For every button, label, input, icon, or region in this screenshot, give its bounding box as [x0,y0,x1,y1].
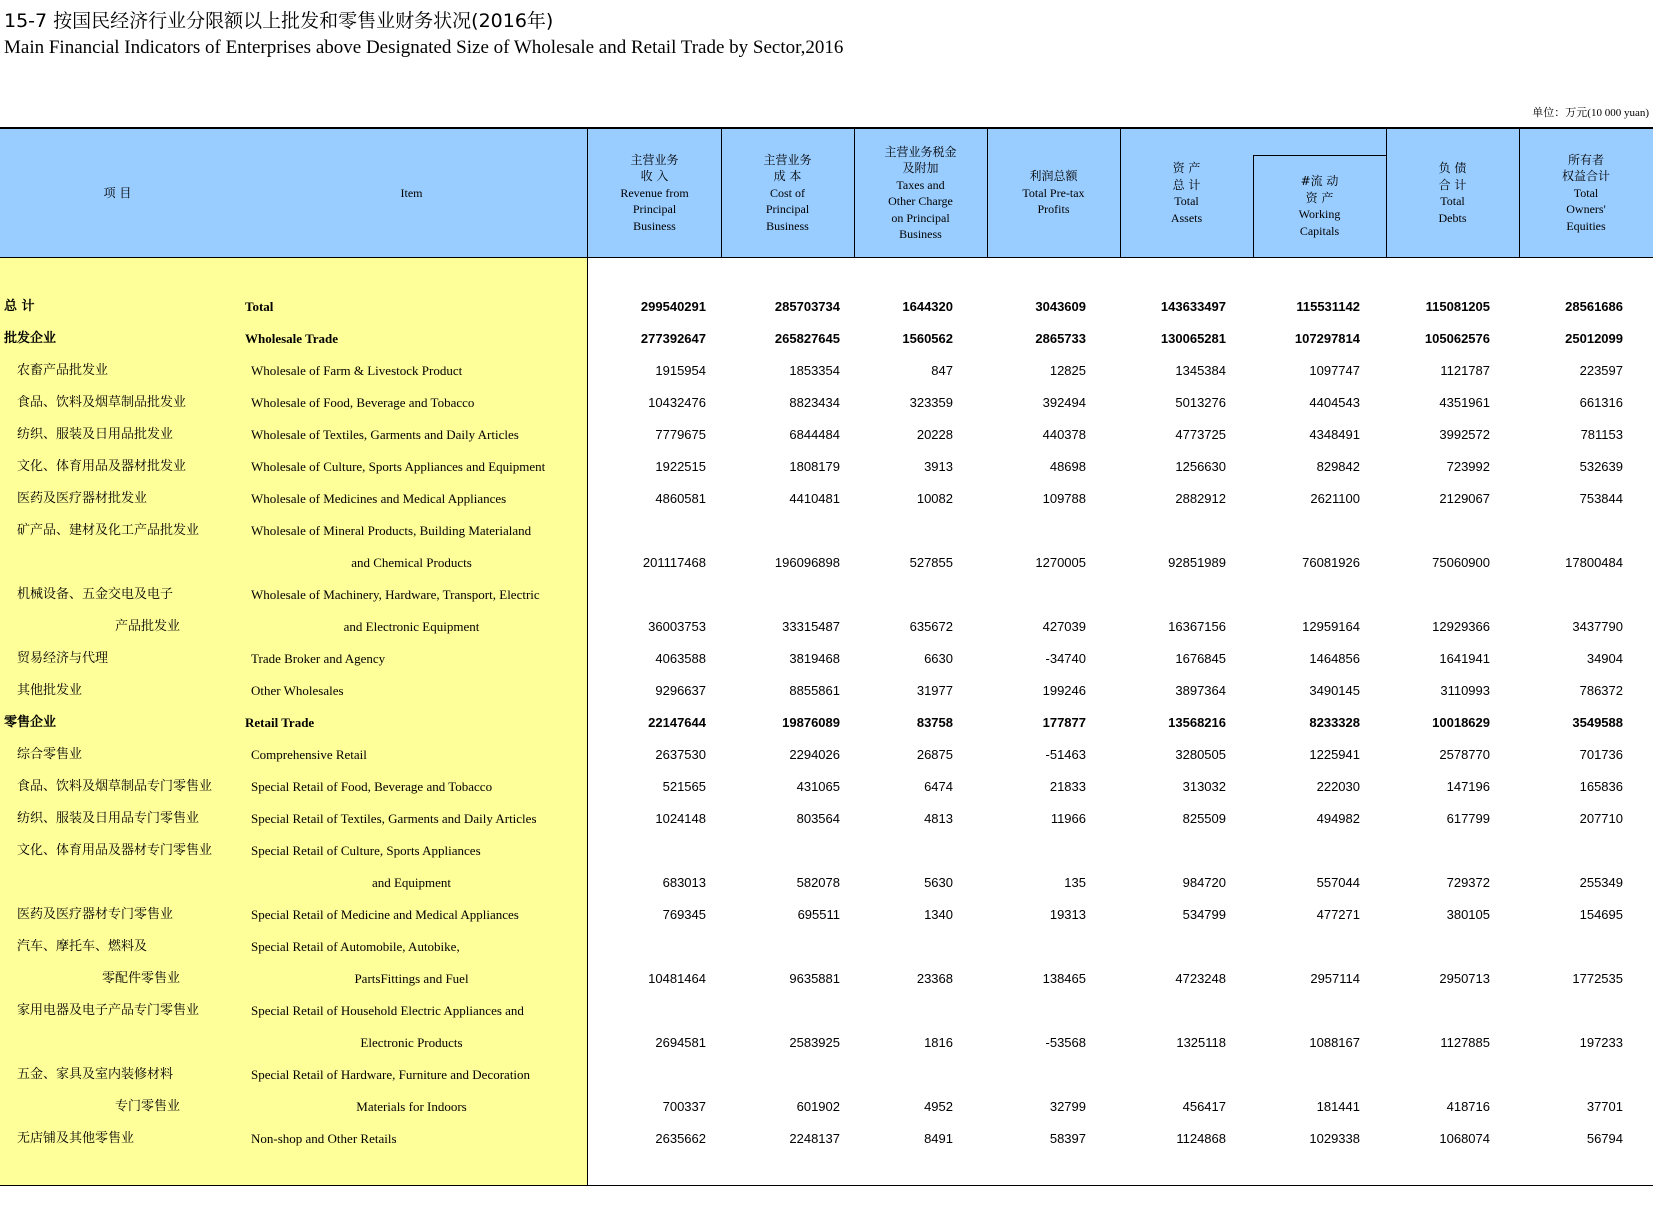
cell-value: 8233328 [1309,715,1360,730]
row-label-en: and Equipment [371,875,452,890]
row-label-en: Special Retail of Medicine and Medical Appliances [251,907,519,922]
cell-value: 3992572 [1439,427,1490,442]
cell-value: 1641941 [1439,651,1490,666]
cell-value: 2621100 [1310,491,1360,506]
cell-value: 181441 [1316,1099,1360,1114]
cell-value: 5630 [924,875,953,890]
cell-value: -53568 [1045,1035,1086,1050]
cell-value: 13568216 [1168,715,1226,730]
header-taxes: 主营业务税金 及附加 Taxes and Other Charge on Principal Business [884,144,957,241]
table-row [0,643,1653,675]
table-row [0,1091,1653,1123]
cell-value: 1124868 [1176,1131,1226,1146]
cell-value: 456417 [1182,1099,1226,1114]
cell-value: 37701 [1586,1099,1623,1114]
cell-value: 781153 [1580,427,1623,442]
cell-value: 494982 [1316,811,1360,826]
cell-value: 532639 [1579,459,1623,474]
row-label-cn: 零售企业 [4,715,57,730]
cell-value: 8491 [924,1131,953,1146]
cell-value: 207710 [1579,811,1623,826]
page-title-cn: 15-7 按国民经济行业分限额以上批发和零售业财务状况(2016年) [4,10,554,32]
cell-value: 3913 [924,459,953,474]
cell-value: 825509 [1182,811,1226,826]
cell-value: 33315487 [782,619,840,634]
row-label-en: Trade Broker and Agency [251,651,386,666]
cell-value: 5013276 [1175,395,1226,410]
row-label-en: Special Retail of Automobile, Autobike, [251,939,460,954]
cell-value: 1121787 [1440,363,1490,378]
header-debts: 负 债 合 计 Total Debts [1438,161,1467,225]
cell-value: 635672 [909,619,953,634]
row-label-en: Special Retail of Textiles, Garments and Daily Articles [251,811,537,826]
header-divider [587,129,588,257]
row-label-cn: 纺织、服装及日用品批发业 [17,427,174,442]
row-label-en: Special Retail of Household Electric Appliances and [251,1003,524,1018]
cell-value: 58397 [1049,1131,1086,1146]
row-label-cn: 贸易经济与代理 [17,651,109,666]
cell-value: 130065281 [1160,331,1226,346]
cell-value: 7779675 [655,427,706,442]
cell-value: 1816 [924,1035,953,1050]
cell-value: 107297814 [1294,331,1360,346]
cell-value: 10018629 [1432,715,1490,730]
cell-value: 1270005 [1035,555,1086,570]
cell-value: 4723248 [1175,971,1226,986]
cell-value: 1097747 [1309,363,1360,378]
cell-value: 19876089 [782,715,840,730]
cell-value: 786372 [1579,683,1623,698]
cell-value: 3437790 [1572,619,1623,634]
row-label-en: Materials for Indoors [356,1099,467,1114]
cell-value: 4410481 [789,491,840,506]
header-item-cn: 项 目 [103,185,132,200]
cell-value: 3490145 [1309,683,1360,698]
row-label-cn: 汽车、摩托车、燃料及 [17,939,148,954]
cell-value: 2248137 [789,1131,840,1146]
header-profit: 利润总额 Total Pre-tax Profits [1022,169,1085,217]
cell-value: 2635662 [655,1131,706,1146]
cell-value: 701736 [1579,747,1623,762]
cell-value: 1464856 [1309,651,1360,666]
header-revenue: 主营业务 收 入 Revenue from Principal Business [620,152,689,233]
cell-value: 9296637 [655,683,706,698]
unit-label-en: (10 000 yuan) [1587,107,1649,119]
cell-value: 10082 [916,491,953,506]
cell-value: 4351961 [1439,395,1490,410]
row-label-cn: 无店铺及其他零售业 [17,1131,135,1146]
cell-value: 3280505 [1175,747,1226,762]
header-divider [1253,155,1254,257]
cell-value: 21833 [1049,779,1086,794]
table-row [0,931,1653,963]
cell-value: 10432476 [648,395,706,410]
cell-value: 1088167 [1309,1035,1360,1050]
row-label-en: Wholesale Trade [245,331,339,346]
cell-value: 3819468 [789,651,840,666]
unit-label [1532,104,1649,120]
cell-value: 138465 [1042,971,1086,986]
cell-value: 1560562 [902,331,953,346]
cell-value: 2950713 [1439,971,1490,986]
cell-value: 700337 [662,1099,706,1114]
cell-value: 10481464 [648,971,706,986]
cell-value: 6630 [924,651,953,666]
row-label-cn: 家用电器及电子产品专门零售业 [17,1003,200,1018]
cell-value: 75060900 [1432,555,1490,570]
row-label-cn: 其他批发业 [17,683,83,698]
cell-value: 56794 [1586,1131,1623,1146]
row-label-en: Wholesale of Food, Beverage and Tobacco [251,395,475,410]
cell-value: 323359 [909,395,953,410]
row-label-cn: 零配件零售业 [101,971,180,986]
header-divider [1386,129,1387,257]
cell-value: 8855861 [789,683,840,698]
table-row [0,1059,1653,1091]
table-row [0,451,1653,483]
cell-value: 277392647 [640,331,706,346]
row-label-cn: 矿产品、建材及化工产品批发业 [17,523,200,538]
table-row [0,803,1653,835]
cell-value: 2294026 [789,747,840,762]
header-assets: 资 产 总 计 Total Assets [1170,161,1203,225]
row-label-cn: 医药及医疗器材专门零售业 [17,907,174,922]
row-label-cn: 纺织、服装及日用品专门零售业 [17,811,200,826]
cell-value: 28561686 [1565,299,1623,314]
row-label-cn: 专门零售业 [114,1099,180,1114]
cell-value: 683013 [662,875,706,890]
cell-value: 2583925 [789,1035,840,1050]
cell-value: 617799 [1446,811,1490,826]
header-equity: 所有者 权益合计 Total Owners' Equities [1561,152,1610,233]
unit-label-cn: 单位：万元 [1532,106,1588,119]
row-label-en: Wholesale of Medicines and Medical Appliances [251,491,507,506]
row-label-en: PartsFittings and Fuel [354,971,469,986]
cell-value: 313032 [1182,779,1226,794]
row-label-cn: 食品、饮料及烟草制品专门零售业 [17,779,213,794]
row-label-en: Other Wholesales [251,683,344,698]
table-row [0,419,1653,451]
cell-value: 9635881 [789,971,840,986]
cell-value: 135 [1064,875,1086,890]
table-row [0,771,1653,803]
cell-value: 255349 [1579,875,1623,890]
cell-value: 2865733 [1035,331,1086,346]
cell-value: 1808179 [789,459,840,474]
cell-value: 1345384 [1175,363,1226,378]
cell-value: 76081926 [1302,555,1360,570]
cell-value: 2882912 [1175,491,1226,506]
cell-value: 3043609 [1035,299,1086,314]
cell-value: 11966 [1050,811,1086,826]
row-label-cn: 医药及医疗器材批发业 [17,491,148,506]
cell-value: 440378 [1042,427,1086,442]
cell-value: 265827645 [774,331,840,346]
row-label-en: Wholesale of Farm & Livestock Product [251,363,463,378]
cell-value: 803564 [796,811,840,826]
cell-value: 26875 [916,747,953,762]
row-label-cn: 产品批发业 [114,619,180,634]
cell-value: 92851989 [1168,555,1226,570]
table-row [0,291,1653,323]
cell-value: 19313 [1049,907,1086,922]
table-row [0,1123,1653,1155]
cell-value: 48698 [1049,459,1086,474]
cell-value: 2578770 [1439,747,1490,762]
cell-value: 4063588 [655,651,706,666]
cell-value: 392494 [1042,395,1086,410]
cell-value: 2957114 [1310,971,1360,986]
page-title-en: Main Financial Indicators of Enterprises above Designated Size of Wholesale and Retail Trade by Sector,2016 [4,37,844,58]
cell-value: 109788 [1042,491,1086,506]
header-item-en: Item [400,185,423,200]
cell-value: 25012099 [1565,331,1623,346]
cell-value: 4952 [924,1099,953,1114]
cell-value: 1853354 [789,363,840,378]
cell-value: 4773725 [1175,427,1226,442]
cell-value: 1024148 [655,811,706,826]
cell-value: 1068074 [1439,1131,1490,1146]
cell-value: 36003753 [648,619,706,634]
table-row [0,323,1653,355]
cell-value: 23368 [916,971,953,986]
header-working-capitals: #流 动 资 产 Working Capitals [1298,174,1341,238]
cell-value: 984720 [1182,875,1226,890]
cell-value: 3110993 [1440,683,1490,698]
cell-value: 527855 [909,555,953,570]
cell-value: 6844484 [789,427,840,442]
header-subdivider [1253,155,1386,156]
cell-value: 582078 [796,875,840,890]
table-row [0,547,1653,579]
header-cost: 主营业务 成 本 Cost of Principal Business [763,152,812,233]
cell-value: 1256630 [1175,459,1226,474]
cell-value: 661316 [1579,395,1623,410]
table-row [0,867,1653,899]
cell-value: 1676845 [1175,651,1226,666]
cell-value: 4404543 [1309,395,1360,410]
row-label-cn: 文化、体育用品及器材专门零售业 [17,843,213,858]
cell-value: 1644320 [902,299,953,314]
row-label-cn: 总 计 [4,299,35,314]
cell-value: 22147644 [648,715,706,730]
row-label-en: Special Retail of Hardware, Furniture and Decoration [251,1067,531,1082]
cell-value: 418716 [1446,1099,1490,1114]
header-divider [854,129,855,257]
row-label-en: Special Retail of Food, Beverage and Tobacco [251,779,493,794]
cell-value: 1922515 [655,459,706,474]
cell-value: 2129067 [1439,491,1490,506]
cell-value: 12929366 [1432,619,1490,634]
table-row [0,995,1653,1027]
cell-value: 3549588 [1572,715,1623,730]
cell-value: 197233 [1579,1035,1623,1050]
cell-value: 143633497 [1160,299,1226,314]
table-row [0,611,1653,643]
cell-value: 2637530 [655,747,706,762]
cell-value: 177877 [1042,715,1086,730]
cell-value: 1772535 [1572,971,1623,986]
row-label-en: Comprehensive Retail [251,747,367,762]
cell-value: 557044 [1316,875,1360,890]
cell-value: 83758 [916,715,953,730]
cell-value: 847 [931,363,953,378]
cell-value: 299540291 [640,299,706,314]
row-label-cn: 食品、饮料及烟草制品批发业 [17,395,187,410]
cell-value: 753844 [1579,491,1623,506]
table-row [0,899,1653,931]
header-divider [1120,129,1121,257]
table-row [0,355,1653,387]
row-label-cn: 批发企业 [4,331,57,346]
header-divider [987,129,988,257]
table-bottom-rule [0,1185,1653,1186]
cell-value: 32799 [1049,1099,1086,1114]
header-divider [721,129,722,257]
row-label-en: Non-shop and Other Retails [251,1131,397,1146]
cell-value: 4348491 [1309,427,1360,442]
cell-value: 222030 [1316,779,1360,794]
cell-value: 3897364 [1175,683,1226,698]
cell-value: 196096898 [774,555,840,570]
cell-value: 4813 [924,811,953,826]
cell-value: 1029338 [1309,1131,1360,1146]
cell-value: 285703734 [774,299,840,314]
cell-value: 147196 [1446,779,1490,794]
table-row [0,1027,1653,1059]
row-label-cn: 综合零售业 [17,747,83,762]
cell-value: 105062576 [1424,331,1490,346]
row-label-en: and Electronic Equipment [343,619,480,634]
table-row [0,739,1653,771]
table-row [0,579,1653,611]
row-label-en: Wholesale of Mineral Products, Building Materialand [251,523,532,538]
cell-value: 1340 [924,907,953,922]
table-row [0,387,1653,419]
cell-value: 1127885 [1440,1035,1490,1050]
table-row [0,675,1653,707]
row-label-en: Special Retail of Culture, Sports Appliances [251,843,481,858]
table-row [0,835,1653,867]
cell-value: 723992 [1446,459,1490,474]
cell-value: 729372 [1446,875,1490,890]
cell-value: 115531142 [1296,299,1360,314]
cell-value: 829842 [1316,459,1360,474]
table-row [0,515,1653,547]
cell-value: 12959164 [1302,619,1360,634]
row-label-en: Electronic Products [360,1035,463,1050]
cell-value: 201117468 [642,555,706,570]
header-divider [1519,129,1520,257]
table-header [0,127,1653,258]
row-label-cn: 五金、家具及室内装修材料 [17,1067,174,1082]
cell-value: 115081205 [1425,299,1490,314]
table-row [0,963,1653,995]
row-label-cn: 文化、体育用品及器材批发业 [17,459,187,474]
cell-value: 34904 [1586,651,1623,666]
table-row [0,707,1653,739]
row-label-cn: 机械设备、五金交电及电子 [17,587,174,602]
row-label-en: Total [245,299,274,314]
cell-value: 521565 [662,779,706,794]
cell-value: 4860581 [655,491,706,506]
table-row [0,483,1653,515]
row-label-en: and Chemical Products [351,555,472,570]
cell-value: 165836 [1579,779,1623,794]
cell-value: 6474 [924,779,953,794]
cell-value: 223597 [1579,363,1623,378]
cell-value: 17800484 [1565,555,1623,570]
row-label-en: Wholesale of Culture, Sports Appliances and Equipment [251,459,546,474]
cell-value: 427039 [1042,619,1086,634]
row-label-en: Wholesale of Machinery, Hardware, Transport, Electric [251,587,540,602]
row-label-cn: 农畜产品批发业 [17,363,109,378]
cell-value: 31977 [916,683,953,698]
cell-value: 769345 [662,907,706,922]
cell-value: 20228 [916,427,953,442]
row-label-en: Wholesale of Textiles, Garments and Daily Articles [251,427,519,442]
row-label-en: Retail Trade [245,715,315,730]
cell-value: 12825 [1049,363,1086,378]
cell-value: 431065 [796,779,840,794]
cell-value: 16367156 [1168,619,1226,634]
cell-value: 1325118 [1176,1035,1226,1050]
cell-value: 695511 [797,907,840,922]
cell-value: -51463 [1045,747,1086,762]
cell-value: 601902 [796,1099,840,1114]
cell-value: 380105 [1446,907,1490,922]
cell-value: 477271 [1316,907,1360,922]
cell-value: 1915954 [655,363,706,378]
cell-value: 534799 [1182,907,1226,922]
cell-value: -34740 [1045,651,1086,666]
cell-value: 154695 [1579,907,1623,922]
cell-value: 2694581 [655,1035,706,1050]
cell-value: 1225941 [1309,747,1360,762]
cell-value: 199246 [1042,683,1086,698]
cell-value: 8823434 [789,395,840,410]
